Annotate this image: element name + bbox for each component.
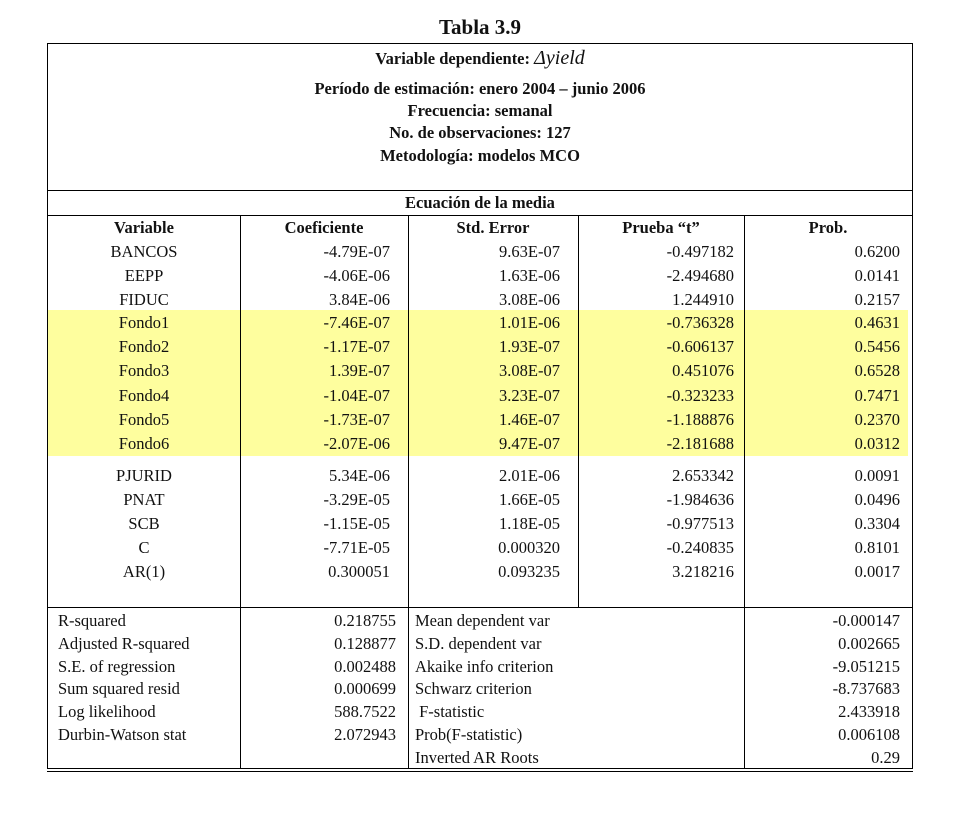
table-row bbox=[48, 240, 912, 264]
cell-prob: 0.0141 bbox=[854, 266, 900, 285]
cell-se: 1.63E-06 bbox=[499, 266, 560, 285]
stats-row bbox=[48, 655, 912, 678]
stat-value: 2.072943 bbox=[334, 725, 396, 744]
dependent-variable-label: Variable dependiente: bbox=[375, 49, 531, 68]
cell-coef: -3.29E-05 bbox=[323, 490, 390, 509]
stat-label: R-squared bbox=[58, 611, 126, 630]
cell-variable: Fondo1 bbox=[118, 313, 170, 332]
cell-coef: -2.07E-06 bbox=[323, 434, 390, 453]
cell-coef: -4.79E-07 bbox=[323, 242, 390, 261]
stat-label: Prob(F-statistic) bbox=[415, 725, 523, 744]
stat-value: 0.002665 bbox=[838, 633, 900, 653]
stat-value: 0.128877 bbox=[334, 633, 396, 653]
column-header-row bbox=[48, 216, 912, 240]
table-row bbox=[48, 335, 912, 359]
cell-se: 9.63E-07 bbox=[499, 242, 560, 261]
stat-value: -8.737683 bbox=[832, 679, 900, 699]
stat-label: F-statistic bbox=[415, 702, 485, 722]
cell-prob: 0.8101 bbox=[854, 538, 900, 557]
table-row bbox=[48, 432, 912, 456]
cell-t: -0.323233 bbox=[666, 385, 734, 405]
section-title: Ecuación de la media bbox=[405, 193, 555, 212]
cell-prob: 0.6528 bbox=[854, 361, 900, 381]
stat-label: Durbin-Watson stat bbox=[58, 725, 187, 744]
cell-coef: -4.06E-06 bbox=[323, 266, 390, 285]
stat-label: Mean dependent var bbox=[415, 611, 550, 630]
table-row bbox=[48, 288, 912, 312]
stat-value: 0.002488 bbox=[334, 656, 396, 676]
stat-label: Log likelihood bbox=[58, 702, 156, 722]
table-row bbox=[48, 560, 912, 584]
table-row bbox=[48, 488, 912, 512]
cell-se: 1.18E-05 bbox=[499, 514, 560, 533]
cell-t: -0.736328 bbox=[666, 313, 734, 332]
stat-value: 0.006108 bbox=[838, 725, 900, 744]
cell-se: 3.08E-06 bbox=[499, 290, 560, 309]
cell-variable: AR(1) bbox=[122, 562, 166, 581]
cell-prob: 0.2157 bbox=[854, 290, 900, 309]
cell-coef: 1.39E-07 bbox=[329, 361, 390, 381]
cell-se: 0.000320 bbox=[498, 538, 560, 557]
dependent-variable-line bbox=[48, 48, 912, 69]
cell-t: -0.606137 bbox=[666, 337, 734, 357]
column-header: Prob. bbox=[808, 218, 848, 237]
cell-variable: PNAT bbox=[123, 490, 165, 509]
cell-prob: 0.0496 bbox=[854, 490, 900, 509]
cell-variable: C bbox=[138, 538, 150, 557]
cell-prob: 0.4631 bbox=[854, 313, 900, 332]
cell-prob: 0.0312 bbox=[854, 434, 900, 453]
stat-value: 588.7522 bbox=[334, 702, 396, 722]
cell-se: 1.66E-05 bbox=[499, 490, 560, 509]
stat-value bbox=[240, 746, 396, 770]
stats-row bbox=[48, 746, 912, 769]
cell-se: 2.01E-06 bbox=[499, 466, 560, 485]
table-row bbox=[48, 359, 912, 383]
cell-prob: 0.7471 bbox=[854, 385, 900, 405]
stat-label: Akaike info criterion bbox=[415, 656, 554, 676]
cell-se: 1.46E-07 bbox=[499, 409, 560, 429]
stat-value: 2.433918 bbox=[838, 702, 900, 722]
cell-coef: -7.71E-05 bbox=[323, 538, 390, 557]
cell-t: -1.188876 bbox=[666, 409, 734, 429]
cell-coef: -1.04E-07 bbox=[323, 385, 390, 405]
table-row bbox=[48, 464, 912, 488]
cell-prob: 0.0017 bbox=[854, 562, 900, 581]
cell-variable: Fondo3 bbox=[118, 361, 170, 381]
column-header: Std. Error bbox=[456, 218, 530, 237]
estimation-period: Período de estimación: enero 2004 – junio 2006 bbox=[314, 79, 646, 98]
cell-se: 3.08E-07 bbox=[499, 361, 560, 381]
table-row bbox=[48, 536, 912, 560]
table-row bbox=[48, 311, 912, 335]
cell-t: -2.494680 bbox=[666, 266, 734, 285]
column-header: Variable bbox=[114, 218, 174, 237]
stat-label: Adjusted R-squared bbox=[58, 633, 190, 653]
cell-variable: SCB bbox=[128, 514, 160, 533]
stats-row bbox=[48, 700, 912, 723]
cell-t: 2.653342 bbox=[672, 466, 734, 485]
stat-value: -0.000147 bbox=[832, 611, 900, 630]
observations: No. de observaciones: 127 bbox=[389, 123, 571, 142]
cell-se: 1.93E-07 bbox=[499, 337, 560, 357]
cell-coef: -1.15E-05 bbox=[323, 514, 390, 533]
table-title: Tabla 3.9 bbox=[438, 15, 522, 39]
cell-t: -0.240835 bbox=[666, 538, 734, 557]
stat-label: S.D. dependent var bbox=[415, 633, 542, 653]
cell-prob: 0.6200 bbox=[854, 242, 900, 261]
table-row bbox=[48, 384, 912, 408]
stats-divider bbox=[47, 607, 913, 608]
stat-label: S.E. of regression bbox=[58, 656, 176, 676]
cell-coef: -1.73E-07 bbox=[323, 409, 390, 429]
cell-prob: 0.5456 bbox=[854, 337, 900, 357]
cell-variable: Fondo6 bbox=[118, 434, 170, 453]
cell-variable: PJURID bbox=[116, 466, 172, 485]
cell-se: 1.01E-06 bbox=[499, 313, 560, 332]
table-row bbox=[48, 264, 912, 288]
cell-t: -2.181688 bbox=[666, 434, 734, 453]
stat-label: Sum squared resid bbox=[58, 679, 180, 699]
stat-label bbox=[58, 746, 238, 770]
cell-coef: 5.34E-06 bbox=[329, 466, 390, 485]
cell-prob: 0.0091 bbox=[854, 466, 900, 485]
stat-label: Inverted AR Roots bbox=[415, 747, 539, 767]
dependent-variable-name: Δyield bbox=[534, 47, 585, 69]
stat-label: Schwarz criterion bbox=[415, 679, 532, 699]
cell-se: 9.47E-07 bbox=[499, 434, 560, 453]
cell-t: -0.977513 bbox=[666, 514, 734, 533]
stat-value: 0.29 bbox=[871, 747, 900, 767]
cell-se: 3.23E-07 bbox=[499, 385, 560, 405]
column-header: Prueba “t” bbox=[622, 218, 700, 237]
table-right-border bbox=[912, 43, 913, 768]
cell-variable: Fondo2 bbox=[118, 337, 170, 357]
stats-row bbox=[48, 609, 912, 632]
cell-coef: 3.84E-06 bbox=[329, 290, 390, 309]
table-row bbox=[48, 408, 912, 432]
cell-t: -1.984636 bbox=[666, 490, 734, 509]
cell-prob: 0.3304 bbox=[854, 514, 900, 533]
stats-row bbox=[48, 677, 912, 700]
cell-coef: -1.17E-07 bbox=[323, 337, 390, 357]
cell-t: 1.244910 bbox=[672, 290, 734, 309]
frequency: Frecuencia: semanal bbox=[407, 101, 553, 120]
table-top-border bbox=[47, 43, 913, 44]
table-bottom-border-double bbox=[47, 771, 913, 772]
cell-coef: -7.46E-07 bbox=[323, 313, 390, 332]
table-row bbox=[48, 512, 912, 536]
cell-t: -0.497182 bbox=[666, 242, 734, 261]
cell-variable: EEPP bbox=[124, 266, 164, 285]
methodology: Metodología: modelos MCO bbox=[380, 146, 580, 165]
cell-t: 3.218216 bbox=[672, 562, 734, 581]
cell-prob: 0.2370 bbox=[854, 409, 900, 429]
cell-variable: Fondo4 bbox=[118, 385, 170, 405]
stats-row bbox=[48, 632, 912, 655]
stat-value: 0.000699 bbox=[334, 679, 396, 699]
cell-variable: FIDUC bbox=[119, 290, 169, 309]
stat-value: -9.051215 bbox=[832, 656, 900, 676]
cell-se: 0.093235 bbox=[498, 562, 560, 581]
stats-row bbox=[48, 723, 912, 746]
cell-t: 0.451076 bbox=[672, 361, 734, 381]
cell-variable: BANCOS bbox=[110, 242, 178, 261]
stat-value: 0.218755 bbox=[334, 611, 396, 630]
cell-variable: Fondo5 bbox=[118, 409, 170, 429]
column-header: Coeficiente bbox=[284, 218, 364, 237]
cell-coef: 0.300051 bbox=[328, 562, 390, 581]
header-divider bbox=[47, 190, 913, 191]
